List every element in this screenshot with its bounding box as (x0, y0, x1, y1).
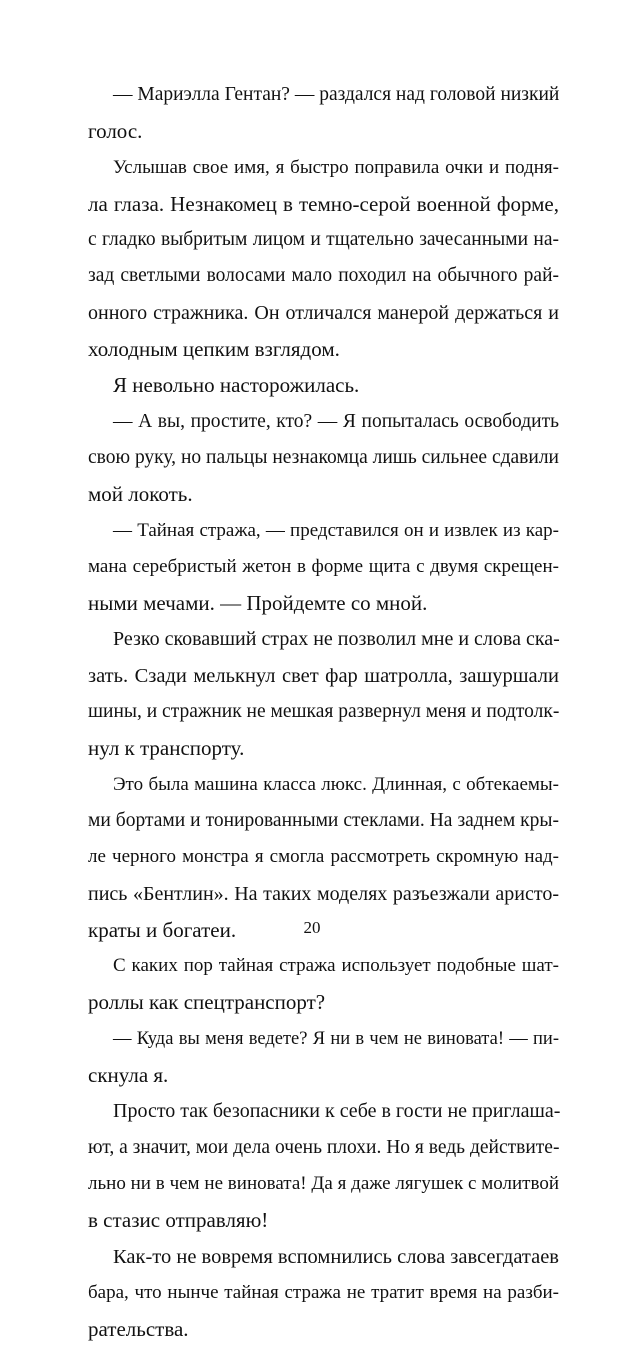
text-line: — Мариэлла Гентан? — раздался над головой низкий (113, 84, 560, 105)
text-line: холодным цепким взглядом. (88, 337, 340, 362)
text-line: ла глаза. Незнакомец в темно-серой военной форме, (88, 191, 559, 216)
text-line: — А вы, простите, кто? — Я попыталась освободить (113, 410, 559, 432)
text-line: нул к транспорту. (88, 736, 245, 761)
text-line: Я невольно насторожилась. (113, 373, 360, 398)
text-line: зать. Сзади мелькнул свет фар шатролла, зашуршали (88, 664, 559, 687)
text-line: шины, и стражник не мешкая развернул меня и подтолк- (88, 701, 560, 723)
text-line: Услышав свое имя, я быстро поправила очки и подня- (113, 156, 559, 178)
text-line: в стазис отправляю! (88, 1208, 269, 1233)
text-line: ле черного монстра я смогла рассмотреть скромную над- (88, 846, 559, 868)
text-line: ными мечами. — Пройдемте со мной. (88, 591, 428, 616)
text-line: Резко сковавший страх не позволил мне и слова ска- (113, 628, 560, 651)
text-line: с гладко выбритым лицом и тщательно зачесанными на- (88, 229, 559, 251)
text-line: голос. (88, 119, 143, 144)
text-line: Просто так безопасники к себе в гости не приглаша- (113, 1100, 561, 1123)
text-line: зад светлыми волосами мало походил на обычного рай- (88, 265, 559, 287)
text-line: мой локоть. (88, 482, 193, 507)
text-line: — Тайная стража, — представился он и извлек из кар- (113, 519, 559, 541)
page-body (88, 77, 559, 1347)
text-line: рательства. (88, 1317, 189, 1342)
text-line: онного стражника. Он отличался манерой держаться и (88, 301, 559, 324)
text-line: Это была машина класса люкс. Длинная, с обтекаемы- (113, 773, 559, 795)
text-line: — Куда вы меня ведете? Я ни в чем не виновата! — пи- (113, 1028, 559, 1049)
text-line: роллы как спецтранспорт? (88, 990, 326, 1015)
page-number: 20 (303, 918, 321, 937)
text-line: скнула я. (88, 1063, 169, 1088)
text-line: бара, что нынче тайная стража не тратит время на разби- (88, 1281, 559, 1303)
text-line: С каких пор тайная стража использует подобные шат- (113, 955, 559, 977)
text-line: мана серебристый жетон в форме щита с двумя скрещен- (88, 555, 559, 577)
text-line: Как-то не вовремя вспомнились слова завсегдатаев (113, 1245, 559, 1268)
text-line: ми бортами и тонированными стеклами. На заднем кры- (88, 809, 559, 831)
text-line: свою руку, но пальцы незнакомца лишь сильнее сдавили (88, 446, 559, 468)
text-line: льно ни в чем не виновата! Да я даже лягушек с молитвой (88, 1172, 559, 1194)
text-line: ют, а значит, мои дела очень плохи. Но я ведь действите- (88, 1136, 560, 1158)
text-line: краты и богатеи. (88, 917, 237, 942)
text-line: пись «Бентлин». На таких моделях разъезжали аристо- (88, 882, 559, 905)
